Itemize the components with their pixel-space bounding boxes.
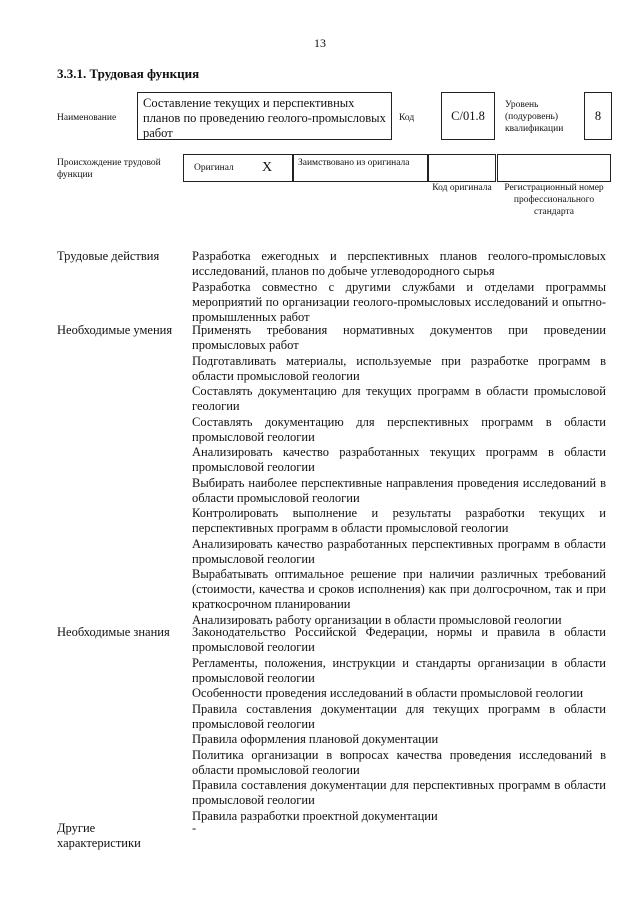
other-value: - <box>192 821 197 835</box>
code-original-label: Код оригинала <box>432 183 492 193</box>
skill-item: Анализировать качество разработанных текущих программ в области промысловой геологии <box>192 445 606 474</box>
page-number: 13 <box>314 36 326 50</box>
action-item: Разработка ежегодных и перспективных планов геолого-промысловых исследований, планов по добыче углеводородного сырья <box>192 249 606 278</box>
original-label: Оригинал <box>194 163 234 173</box>
knowledge-item: Законодательство Российской Федерации, нормы и правила в области промысловой геологии <box>192 625 606 654</box>
code-value: C/01.8 <box>441 92 495 140</box>
name-label: Наименование <box>57 113 117 123</box>
borrowed-label: Заимствовано из оригинала <box>293 154 428 182</box>
skill-item: Составлять документацию для перспективных программ в области промысловой геологии <box>192 414 606 444</box>
knowledge-item: Регламенты, положения, инструкции и стандарты организации в области промысловой геологии <box>192 655 606 685</box>
skills-list <box>192 323 606 628</box>
origin-label: Происхождение трудовой функции <box>57 158 161 180</box>
skill-item: Выбирать наиболее перспективные направления проведения исследований в области промысловой геологии <box>192 475 606 505</box>
knowledge-item: Правила разработки проектной документации <box>192 808 438 823</box>
other-label: Другие характеристики <box>57 821 141 850</box>
knowledge-label: Необходимые знания <box>57 625 170 639</box>
skill-item: Составлять документацию для текущих программ в области промысловой геологии <box>192 384 606 413</box>
skill-item: Контролировать выполнение и результаты разработки текущих и перспективных программ в области промысловой геологии <box>192 506 606 535</box>
code-original-box <box>428 154 496 182</box>
knowledge-list <box>192 625 606 824</box>
name-value: Составление текущих и перспективных планов по проведению геолого-промысловых работ <box>137 92 392 140</box>
knowledge-item: Политика организации в вопросах качества проведения исследований в области промысловой геологии <box>192 747 606 777</box>
code-label: Код <box>399 113 415 123</box>
knowledge-item: Правила составления документации для текущих программ в области промысловой геологии <box>192 701 606 731</box>
skill-item: Применять требования нормативных документов при проведении промысловых работ <box>192 323 606 352</box>
knowledge-item: Правила составления документации для перспективных программ в области промысловой геологии <box>192 778 606 807</box>
registration-box <box>497 154 611 182</box>
actions-label: Трудовые действия <box>57 249 160 263</box>
skill-item: Анализировать качество разработанных перспективных программ в области промысловой геологии <box>192 536 606 566</box>
level-label: Уровень (подуровень) квалификации <box>505 100 564 134</box>
actions-list <box>192 249 606 325</box>
skill-item: Анализировать работу организации в области промысловой геологии <box>192 612 562 627</box>
knowledge-item: Правила оформления плановой документации <box>192 732 439 746</box>
skills-label: Необходимые умения <box>57 323 173 337</box>
action-item: Разработка совместно с другими службами и отделами программы мероприятий по организации геолого-промысловых исследований и опытно-промышленных работ <box>192 279 606 324</box>
skill-item: Подготавливать материалы, используемые при разработке программ в области промысловой геологии <box>192 353 606 383</box>
skill-item: Вырабатывать оптимальное решение при наличии различных требований (стоимости, качества и сроков исполнения) как при долгосрочном, так и при краткосрочном планировании <box>192 567 606 611</box>
level-value: 8 <box>584 92 612 140</box>
registration-label: Регистрационный номер профессионального стандарта <box>504 183 604 217</box>
section-title: 3.3.1. Трудовая функция <box>57 66 200 81</box>
knowledge-item: Особенности проведения исследований в области промысловой геологии <box>192 686 584 700</box>
original-mark: X <box>262 160 273 175</box>
